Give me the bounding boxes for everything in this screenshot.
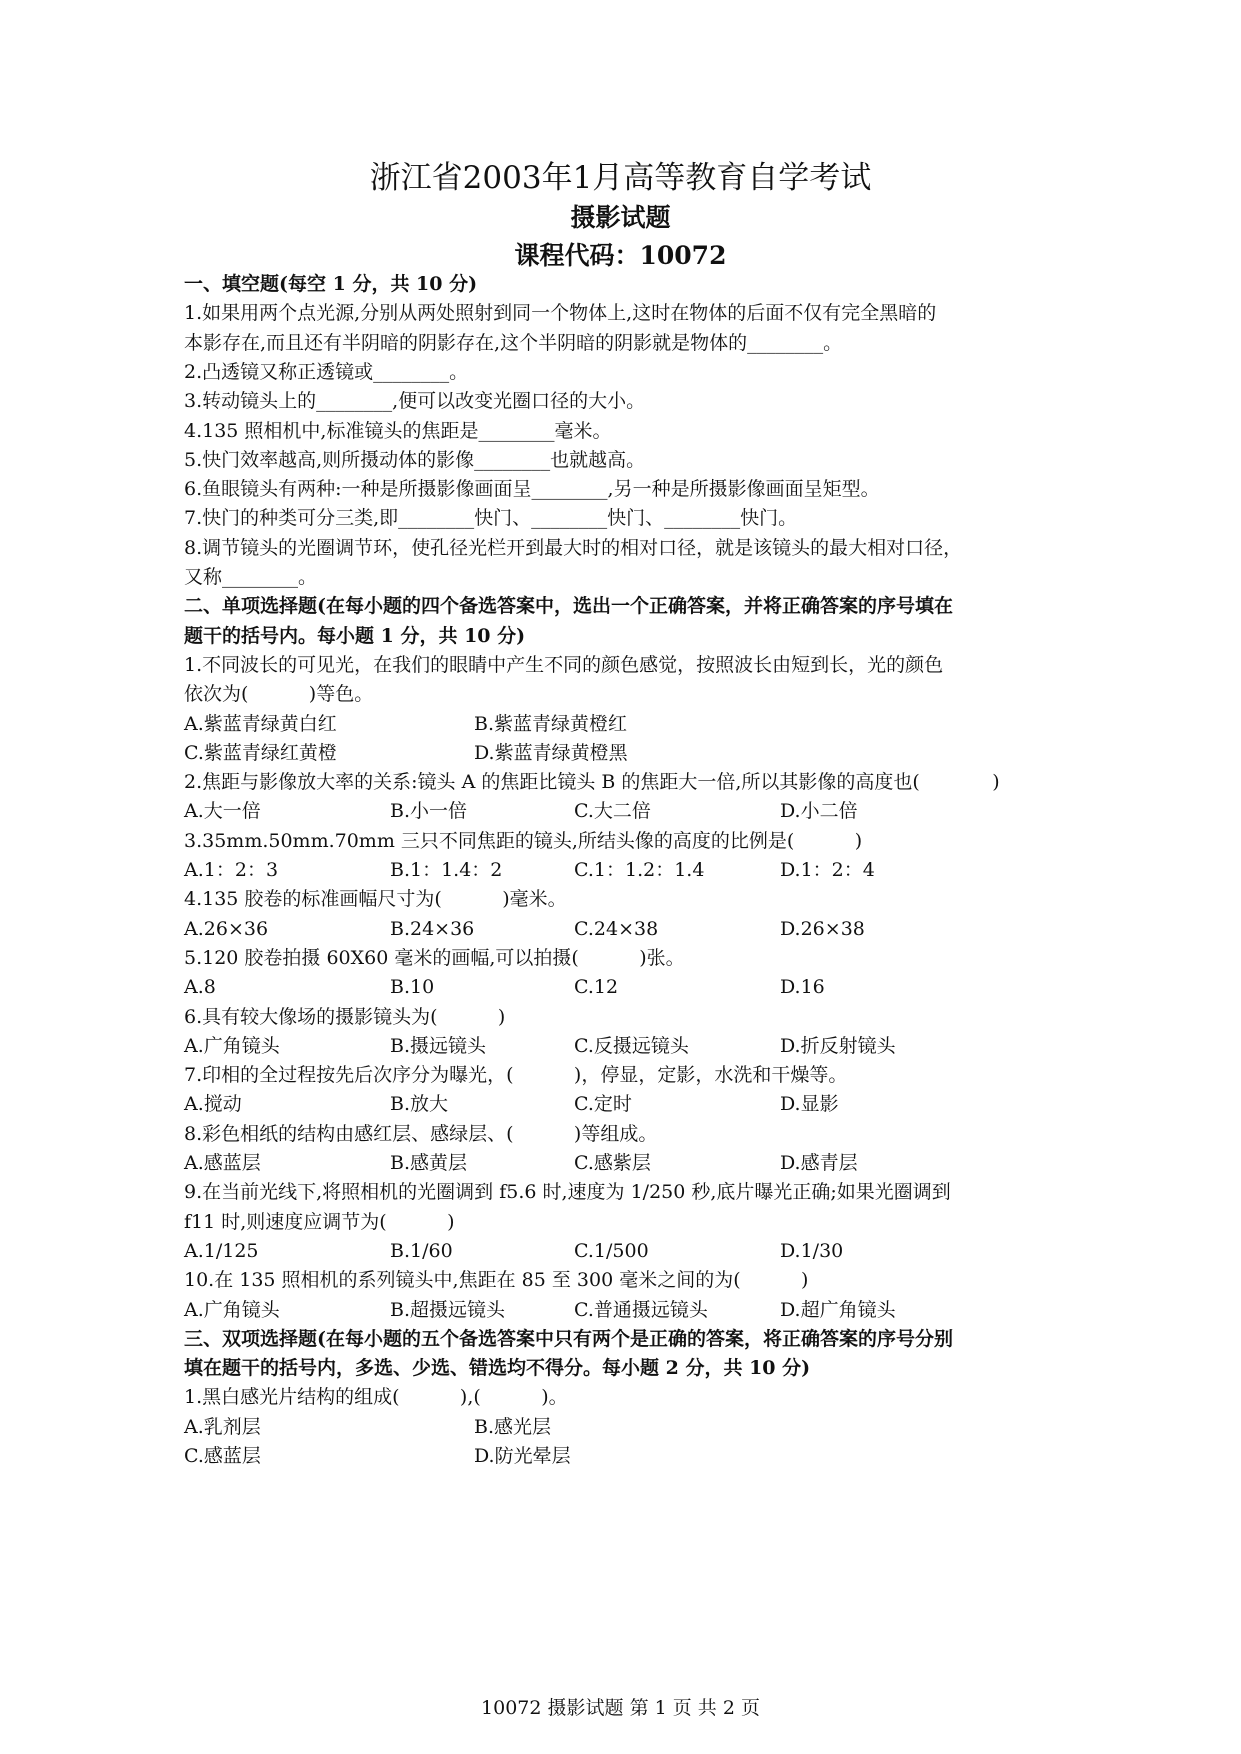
- exam-subtitle: 摄影试题: [570, 203, 671, 232]
- question-line: 5.120 胶卷拍摄 60X60 毫米的画幅,可以拍摄( )张。: [184, 947, 685, 969]
- question-line: 1.黑白感光片结构的组成( ),( )。: [184, 1386, 568, 1408]
- answer-option: A.乳剂层: [184, 1416, 261, 1438]
- answer-option: B.放大: [390, 1093, 449, 1115]
- answer-option: A.1：2：3: [184, 859, 279, 881]
- answer-option: C.12: [574, 976, 619, 998]
- answer-option: C.定时: [574, 1093, 632, 1115]
- question-line: 6.具有较大像场的摄影镜头为( ): [184, 1006, 506, 1028]
- section-heading: 二、单项选择题(在每小题的四个备选答案中，选出一个正确答案，并将正确答案的序号填在: [184, 595, 953, 617]
- question-line: f11 时,则速度应调节为( ): [184, 1211, 455, 1233]
- answer-option: C.反摄远镜头: [574, 1035, 689, 1057]
- answer-option: B.超摄远镜头: [390, 1299, 506, 1321]
- answer-option: B.1/60: [390, 1240, 453, 1262]
- answer-option: B.摄远镜头: [390, 1035, 487, 1057]
- question-line: 3.转动镜头上的________,便可以改变光圈口径的大小。: [184, 390, 646, 412]
- answer-option: C.感蓝层: [184, 1445, 261, 1467]
- question-line: 6.鱼眼镜头有两种:一种是所摄影像画面呈________,另一种是所摄影像画面呈矩型。: [184, 478, 880, 500]
- answer-option: C.1：1.2：1.4: [574, 859, 705, 881]
- question-line: 依次为( )等色。: [184, 683, 374, 705]
- question-line: 又称________。: [184, 566, 318, 588]
- question-line: 5.快门效率越高,则所摄动体的影像________也就越高。: [184, 449, 646, 471]
- question-line: 本影存在,而且还有半阴暗的阴影存在,这个半阴暗的阴影就是物体的________。: [184, 332, 843, 354]
- answer-option: B.感光层: [474, 1416, 552, 1438]
- answer-option: A.感蓝层: [184, 1152, 261, 1174]
- answer-option: C.大二倍: [574, 800, 651, 822]
- answer-option: A.广角镜头: [184, 1035, 280, 1057]
- section-heading: 一、填空题(每空 1 分，共 10 分): [184, 273, 478, 295]
- answer-option: C.普通摄远镜头: [574, 1299, 708, 1321]
- question-line: 2.焦距与影像放大率的关系:镜头 A 的焦距比镜头 B 的焦距大一倍,所以其影像的高度也( ): [184, 771, 1000, 793]
- question-line: 10.在 135 照相机的系列镜头中,焦距在 85 至 300 毫米之间的为( ): [184, 1269, 809, 1291]
- answer-option: D.1：2：4: [780, 859, 875, 881]
- answer-option: B.1：1.4：2: [390, 859, 503, 881]
- answer-option: D.1/30: [780, 1240, 844, 1262]
- answer-option: D.显影: [780, 1093, 839, 1115]
- question-line: 2.凸透镜又称正透镜或________。: [184, 361, 469, 383]
- section-heading: 三、双项选择题(在每小题的五个备选答案中只有两个是正确的答案，将正确答案的序号分别: [184, 1328, 953, 1350]
- answer-option: A.8: [184, 976, 216, 998]
- section-heading: 填在题干的括号内，多选、少选、错选均不得分。每小题 2 分，共 10 分): [184, 1357, 811, 1379]
- answer-option: B.24×36: [390, 918, 475, 940]
- answer-option: D.16: [780, 976, 825, 998]
- answer-option: A.1/125: [184, 1240, 259, 1262]
- question-line: 7.快门的种类可分三类,即________快门、________快门、________快门。: [184, 507, 798, 529]
- page-footer: 10072 摄影试题 第 1 页 共 2 页: [481, 1697, 760, 1719]
- question-line: 8.调节镜头的光圈调节环，使孔径光栏开到最大时的相对口径，就是该镜头的最大相对口径，: [184, 537, 963, 559]
- answer-option: D.26×38: [780, 918, 865, 940]
- question-line: 1.如果用两个点光源,分别从两处照射到同一个物体上,这时在物体的后面不仅有完全黑暗的: [184, 302, 937, 324]
- question-line: 1.不同波长的可见光，在我们的眼睛中产生不同的颜色感觉，按照波长由短到长，光的颜色: [184, 654, 944, 676]
- answer-option: C.1/500: [574, 1240, 649, 1262]
- answer-option: D.紫蓝青绿黄橙黑: [474, 742, 628, 764]
- answer-option: B.紫蓝青绿黄橙红: [474, 713, 628, 735]
- question-line: 3.35mm.50mm.70mm 三只不同焦距的镜头,所结头像的高度的比例是( ): [184, 830, 863, 852]
- question-line: 9.在当前光线下,将照相机的光圈调到 f5.6 时,速度为 1/250 秒,底片曝光正确;如果光圈调到: [184, 1181, 951, 1203]
- answer-option: C.感紫层: [574, 1152, 651, 1174]
- question-line: 4.135 照相机中,标准镜头的焦距是________毫米。: [184, 420, 612, 442]
- question-line: 7.印相的全过程按先后次序分为曝光，( )，停显，定影，水洗和干燥等。: [184, 1064, 848, 1086]
- section-heading: 题干的括号内。每小题 1 分，共 10 分): [184, 625, 526, 647]
- answer-option: D.防光晕层: [474, 1445, 571, 1467]
- course-code: 课程代码：10072: [514, 241, 727, 270]
- answer-option: A.紫蓝青绿黄白红: [184, 713, 337, 735]
- answer-option: B.感黄层: [390, 1152, 468, 1174]
- answer-option: B.小一倍: [390, 800, 468, 822]
- question-line: 8.彩色相纸的结构由感红层、感绿层、( )等组成。: [184, 1123, 658, 1145]
- answer-option: A.大一倍: [184, 800, 261, 822]
- answer-option: A.搅动: [184, 1093, 242, 1115]
- answer-option: A.广角镜头: [184, 1299, 280, 1321]
- answer-option: D.小二倍: [780, 800, 858, 822]
- answer-option: D.超广角镜头: [780, 1299, 896, 1321]
- answer-option: A.26×36: [184, 918, 269, 940]
- answer-option: D.感青层: [780, 1152, 858, 1174]
- answer-option: D.折反射镜头: [780, 1035, 896, 1057]
- answer-option: C.紫蓝青绿红黄橙: [184, 742, 337, 764]
- answer-option: B.10: [390, 976, 435, 998]
- question-line: 4.135 胶卷的标准画幅尺寸为( )毫米。: [184, 888, 567, 910]
- answer-option: C.24×38: [574, 918, 659, 940]
- exam-title: 浙江省2003年1月高等教育自学考试: [369, 160, 872, 196]
